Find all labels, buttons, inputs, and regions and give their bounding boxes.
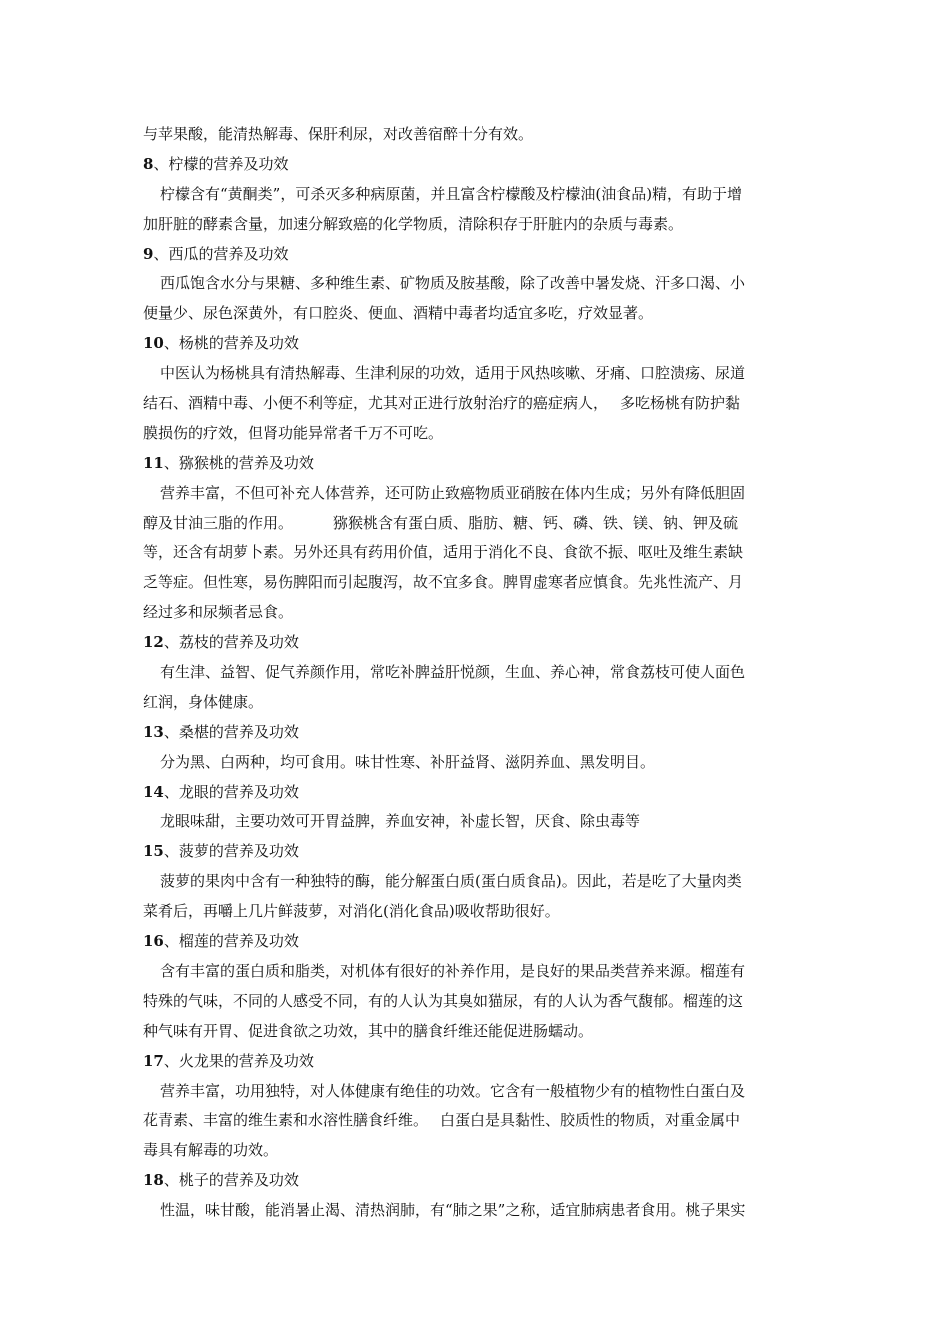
section-number: 17 xyxy=(143,1051,164,1070)
paragraph-line: 乏等症。但性寒，易伤脾阳而引起腹泻，故不宜多食。脾胃虚寒者应慎食。先兆性流产、月 xyxy=(143,573,744,592)
line-text: 白蛋白是具黏性、胶质性的物质，对重金属中 xyxy=(440,1111,741,1130)
paragraph-line: 有生津、益智、促气养颜作用，常吃补脾益肝悦颜，生血、养心神，常食荔枝可使人面色 xyxy=(160,663,746,682)
paragraph-line: 菜肴后，再嚼上几片鲜菠萝，对消化(消化食品)吸收帮助很好。 xyxy=(143,902,560,921)
section-title: 、菠萝的营养及功效 xyxy=(163,842,299,861)
section-heading xyxy=(143,718,811,748)
section-number: 10 xyxy=(143,334,164,353)
section-number: 13 xyxy=(143,722,164,741)
section-title: 、桃子的营养及功效 xyxy=(163,1171,299,1190)
section-number: 18 xyxy=(143,1171,164,1190)
line-text: 花青素、丰富的维生素和水溶性膳食纤维。 xyxy=(143,1111,429,1130)
paragraph-line: 营养丰富，不但可补充人体营养，还可防止致癌物质亚硝胺在体内生成；另外有降低胆固 xyxy=(160,483,746,502)
paragraph-line: 龙眼味甜，主要功效可开胃益脾，养血安神，补虚长智，厌食、除虫毒等 xyxy=(160,812,641,831)
section-number: 8 xyxy=(143,154,154,173)
section-heading xyxy=(143,150,811,180)
section-heading xyxy=(143,449,811,479)
paragraph-line xyxy=(143,389,811,419)
section-number: 16 xyxy=(143,932,164,951)
paragraph-line: 经过多和尿频者忌食。 xyxy=(143,603,294,622)
section-title: 、西瓜的营养及功效 xyxy=(153,244,289,263)
section-number: 14 xyxy=(143,782,164,801)
section-heading xyxy=(143,1166,811,1196)
section-title: 、柠檬的营养及功效 xyxy=(153,154,289,173)
section-title: 、龙眼的营养及功效 xyxy=(163,782,299,801)
paragraph-line: 柠檬含有“黄酮类”，可杀灭多种病原菌，并且富含柠檬酸及柠檬油(油食品)精，有助于增 xyxy=(160,184,743,203)
paragraph-line: 分为黑、白两种，均可食用。味甘性寒、补肝益肾、滋阴养血、黑发明目。 xyxy=(160,752,656,771)
section-title: 、桑椹的营养及功效 xyxy=(163,722,299,741)
paragraph-line: 种气味有开胃、促进食欲之功效，其中的膳食纤维还能促进肠蠕动。 xyxy=(143,1021,594,1040)
paragraph-line: 含有丰富的蛋白质和脂类，对机体有很好的补养作用，是良好的果品类营养来源。榴莲有 xyxy=(160,961,746,980)
section-title: 、榴莲的营养及功效 xyxy=(163,932,299,951)
section-number: 9 xyxy=(143,244,154,263)
line-text: 猕猴桃含有蛋白质、脂肪、糖、钙、磷、铁、镁、钠、钾及硫 xyxy=(333,513,739,532)
section-heading xyxy=(143,778,811,808)
line-text: 多吃杨桃有防护黏 xyxy=(620,394,741,413)
paragraph-line: 中医认为杨桃具有清热解毒、生津利尿的功效，适用于风热咳嗽、牙痛、口腔溃疡、尿道 xyxy=(160,364,746,383)
section-heading xyxy=(143,240,811,270)
paragraph-line: 性温，味甘酸，能消暑止渴、清热润肺，有“肺之果”之称，适宜肺病患者食用。桃子果实 xyxy=(160,1201,746,1220)
section-heading xyxy=(143,837,811,867)
section-title: 、荔枝的营养及功效 xyxy=(163,633,299,652)
paragraph-line: 红润，身体健康。 xyxy=(143,692,264,711)
paragraph-line: 便量少、尿色深黄外，有口腔炎、便血、酒精中毒者均适宜多吃，疗效显著。 xyxy=(143,304,654,323)
line-text: 结石、酒精中毒、小便不利等症，尤其对正进行放射治疗的癌症病人， xyxy=(143,394,609,413)
section-number: 11 xyxy=(143,453,164,472)
paragraph-line: 营养丰富，功用独特，对人体健康有绝佳的功效。它含有一般植物少有的植物性白蛋白及 xyxy=(160,1081,746,1100)
document-body xyxy=(143,120,811,1226)
section-heading xyxy=(143,1047,811,1077)
section-heading xyxy=(143,927,811,957)
paragraph-line: 膜损伤的疗效，但肾功能异常者千万不可吃。 xyxy=(143,423,444,442)
paragraph-line: 加肝脏的酵素含量，加速分解致癌的化学物质，清除积存于肝脏内的杂质与毒素。 xyxy=(143,214,684,233)
section-title: 、杨桃的营养及功效 xyxy=(163,334,299,353)
section-heading xyxy=(143,329,811,359)
section-title: 、火龙果的营养及功效 xyxy=(163,1051,314,1070)
paragraph-line: 毒具有解毒的功效。 xyxy=(143,1141,279,1160)
section-title: 、猕猴桃的营养及功效 xyxy=(163,453,314,472)
paragraph-line: 特殊的气味，不同的人感受不同，有的人认为其臭如猫尿，有的人认为香气馥郁。榴莲的这 xyxy=(143,991,744,1010)
paragraph-line: 与苹果酸，能清热解毒、保肝利尿，对改善宿醉十分有效。 xyxy=(143,125,534,143)
paragraph-line: 菠萝的果肉中含有一种独特的酶，能分解蛋白质(蛋白质食品)。因此，若是吃了大量肉类 xyxy=(160,872,742,891)
paragraph-line: 西瓜饱含水分与果糖、多种维生素、矿物质及胺基酸，除了改善中暑发烧、汗多口渴、小 xyxy=(160,274,746,293)
paragraph-line: 等，还含有胡萝卜素。另外还具有药用价值，适用于消化不良、食欲不振、呕吐及维生素缺 xyxy=(143,543,744,562)
section-number: 15 xyxy=(143,842,164,861)
section-heading xyxy=(143,628,811,658)
paragraph-line xyxy=(143,509,811,539)
paragraph-line xyxy=(143,1106,811,1136)
line-text: 醇及甘油三脂的作用。 xyxy=(143,513,294,532)
section-number: 12 xyxy=(143,633,164,652)
